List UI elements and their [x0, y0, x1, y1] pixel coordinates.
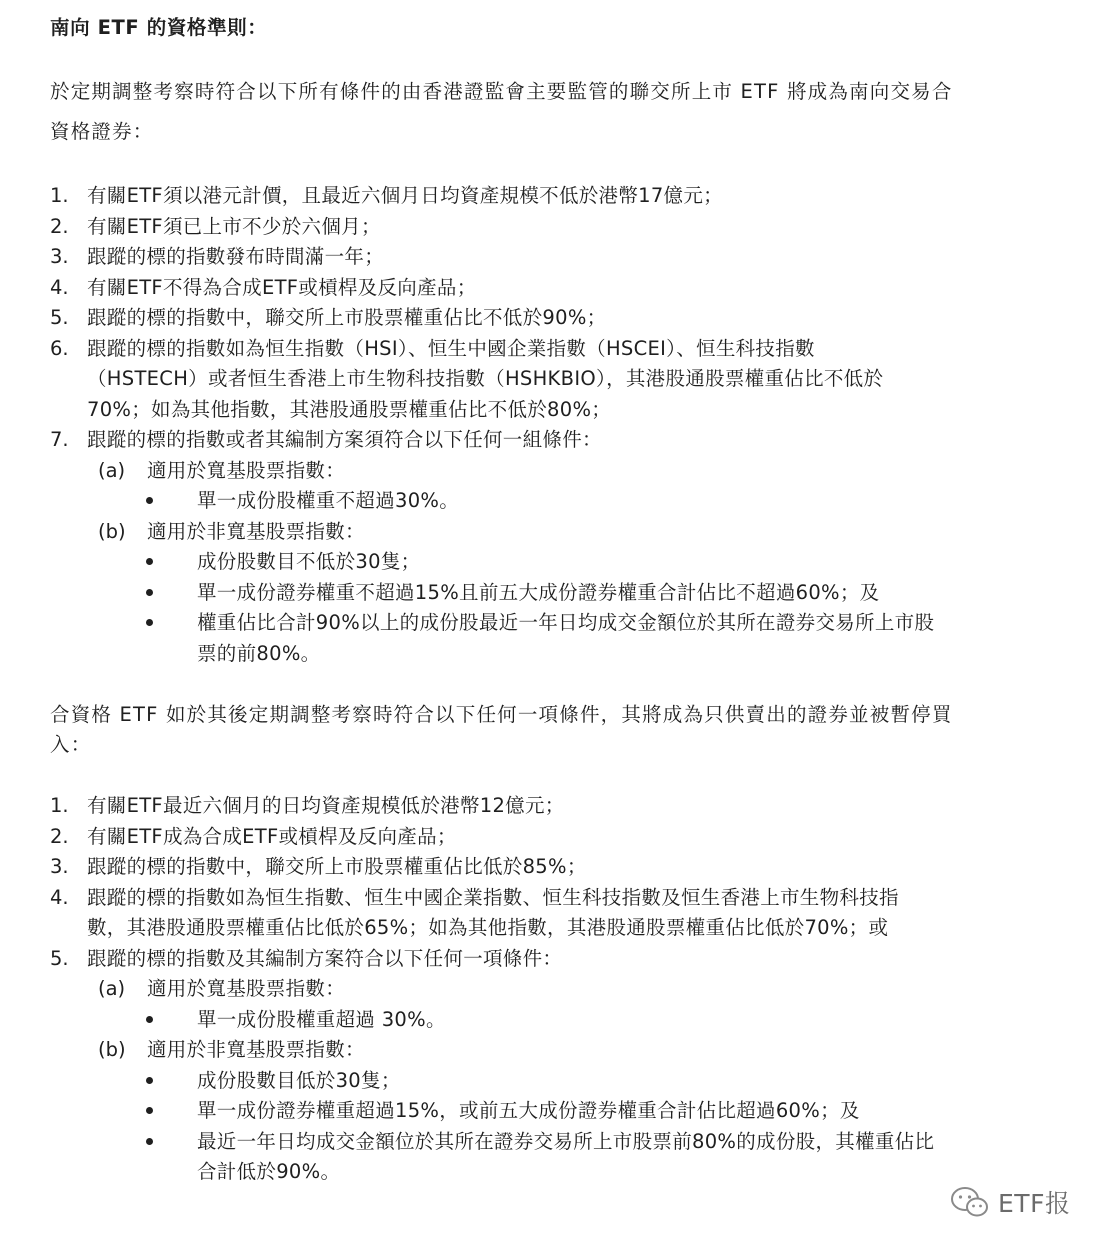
removal-item: 跟蹤的標的指數中，聯交所上市股票權重佔比低於85%； — [87, 855, 587, 878]
criteria-item: 跟蹤的標的指數發布時間滿一年； — [87, 245, 385, 268]
removal-item: 有關ETF成為合成ETF或槓桿及反向產品； — [87, 825, 457, 848]
sub-label: (a) — [98, 459, 126, 482]
watermark — [950, 1182, 1070, 1222]
sub-item: 適用於非寬基股票指數： — [147, 1038, 365, 1061]
criteria-number: 2. — [50, 215, 69, 238]
sub-item: 適用於寬基股票指數： — [147, 977, 346, 1000]
removal-item: 有關ETF最近六個月的日均資產規模低於港幣12億元； — [87, 794, 565, 817]
criteria-item-line: （HSTECH）或者恒生香港上市生物科技指數（HSHKBIO），其港股通股票權重佔比不低於 — [87, 367, 884, 390]
criteria-number: 3. — [50, 245, 69, 268]
criteria-item: 有關ETF不得為合成ETF或槓桿及反向產品； — [87, 276, 477, 299]
bullet-item: 單一成份證券權重超過15%，或前五大成份證券權重合計佔比超過60%；及 — [197, 1099, 860, 1122]
removal-number: 2. — [50, 825, 69, 848]
sub-label: (b) — [98, 520, 126, 543]
removal-item: 跟蹤的標的指數及其編制方案符合以下任何一項條件： — [87, 947, 563, 970]
bullet-icon — [146, 608, 153, 638]
bullet-icon — [146, 486, 153, 516]
bullet-icon — [146, 1066, 153, 1096]
removal-intro-line-1: 合資格 ETF 如於其後定期調整考察時符合以下任何一項條件，其將成為只供賣出的證券並被暫停買 — [50, 703, 953, 726]
bullet-icon — [146, 547, 153, 577]
bullet-item-cont: 票的前80%。 — [197, 642, 321, 665]
intro-line-1: 於定期調整考察時符合以下所有條件的由香港證監會主要監管的聯交所上市 ETF 將成為南向交易合 — [50, 80, 953, 103]
removal-number: 3. — [50, 855, 69, 878]
criteria-number: 4. — [50, 276, 69, 299]
criteria-item: 有關ETF須以港元計價，且最近六個月日均資產規模不低於港幣17億元； — [87, 184, 723, 207]
bullet-icon — [146, 1005, 153, 1035]
bullet-icon — [146, 578, 153, 608]
criteria-item: 跟蹤的標的指數中，聯交所上市股票權重佔比不低於90%； — [87, 306, 607, 329]
criteria-item-line: 70%；如為其他指數，其港股通股票權重佔比不低於80%； — [87, 398, 612, 421]
intro-line-2: 資格證券： — [50, 120, 154, 143]
bullet-icon — [146, 1127, 153, 1157]
bullet-item: 成份股數目不低於30隻； — [197, 550, 421, 573]
sub-label: (b) — [98, 1038, 126, 1061]
watermark-text: ETF报 — [998, 1189, 1071, 1218]
bullet-item: 成份股數目低於30隻； — [197, 1069, 401, 1092]
bullet-item: 單一成份股權重不超過30%。 — [197, 489, 460, 512]
criteria-item: 跟蹤的標的指數或者其編制方案須符合以下任何一組條件： — [87, 428, 602, 451]
removal-item-line: 數，其港股通股票權重佔比低於65%；如為其他指數，其港股通股票權重佔比低於70%；或 — [87, 916, 889, 939]
removal-number: 5. — [50, 947, 69, 970]
bullet-item: 單一成份股權重超過 30%。 — [197, 1008, 446, 1031]
removal-number: 4. — [50, 886, 69, 909]
bullet-icon — [146, 1096, 153, 1126]
sub-item: 適用於寬基股票指數： — [147, 459, 346, 482]
removal-item-line: 跟蹤的標的指數如為恒生指數、恒生中國企業指數、恒生科技指數及恒生香港上市生物科技指 — [87, 886, 899, 909]
criteria-number: 6. — [50, 337, 69, 360]
wechat-icon — [950, 1185, 990, 1219]
removal-intro-line-2: 入： — [50, 733, 92, 756]
section-heading: 南向 ETF 的資格準則： — [50, 16, 268, 39]
bullet-item-cont: 合計低於90%。 — [197, 1160, 341, 1183]
criteria-number: 5. — [50, 306, 69, 329]
removal-number: 1. — [50, 794, 69, 817]
criteria-item: 有關ETF須已上市不少於六個月； — [87, 215, 381, 238]
sub-label: (a) — [98, 977, 126, 1000]
bullet-item: 最近一年日均成交金額位於其所在證券交易所上市股票前80%的成份股，其權重佔比 — [197, 1130, 935, 1153]
criteria-number: 7. — [50, 428, 69, 451]
bullet-item: 權重佔比合計90%以上的成份股最近一年日均成交金額位於其所在證券交易所上市股 — [197, 611, 935, 634]
sub-item: 適用於非寬基股票指數： — [147, 520, 365, 543]
criteria-number: 1. — [50, 184, 69, 207]
bullet-item: 單一成份證券權重不超過15%且前五大成份證券權重合計佔比不超過60%；及 — [197, 581, 880, 604]
criteria-item-line: 跟蹤的標的指數如為恒生指數（HSI）、恒生中國企業指數（HSCEI）、恒生科技指數 — [87, 337, 815, 360]
